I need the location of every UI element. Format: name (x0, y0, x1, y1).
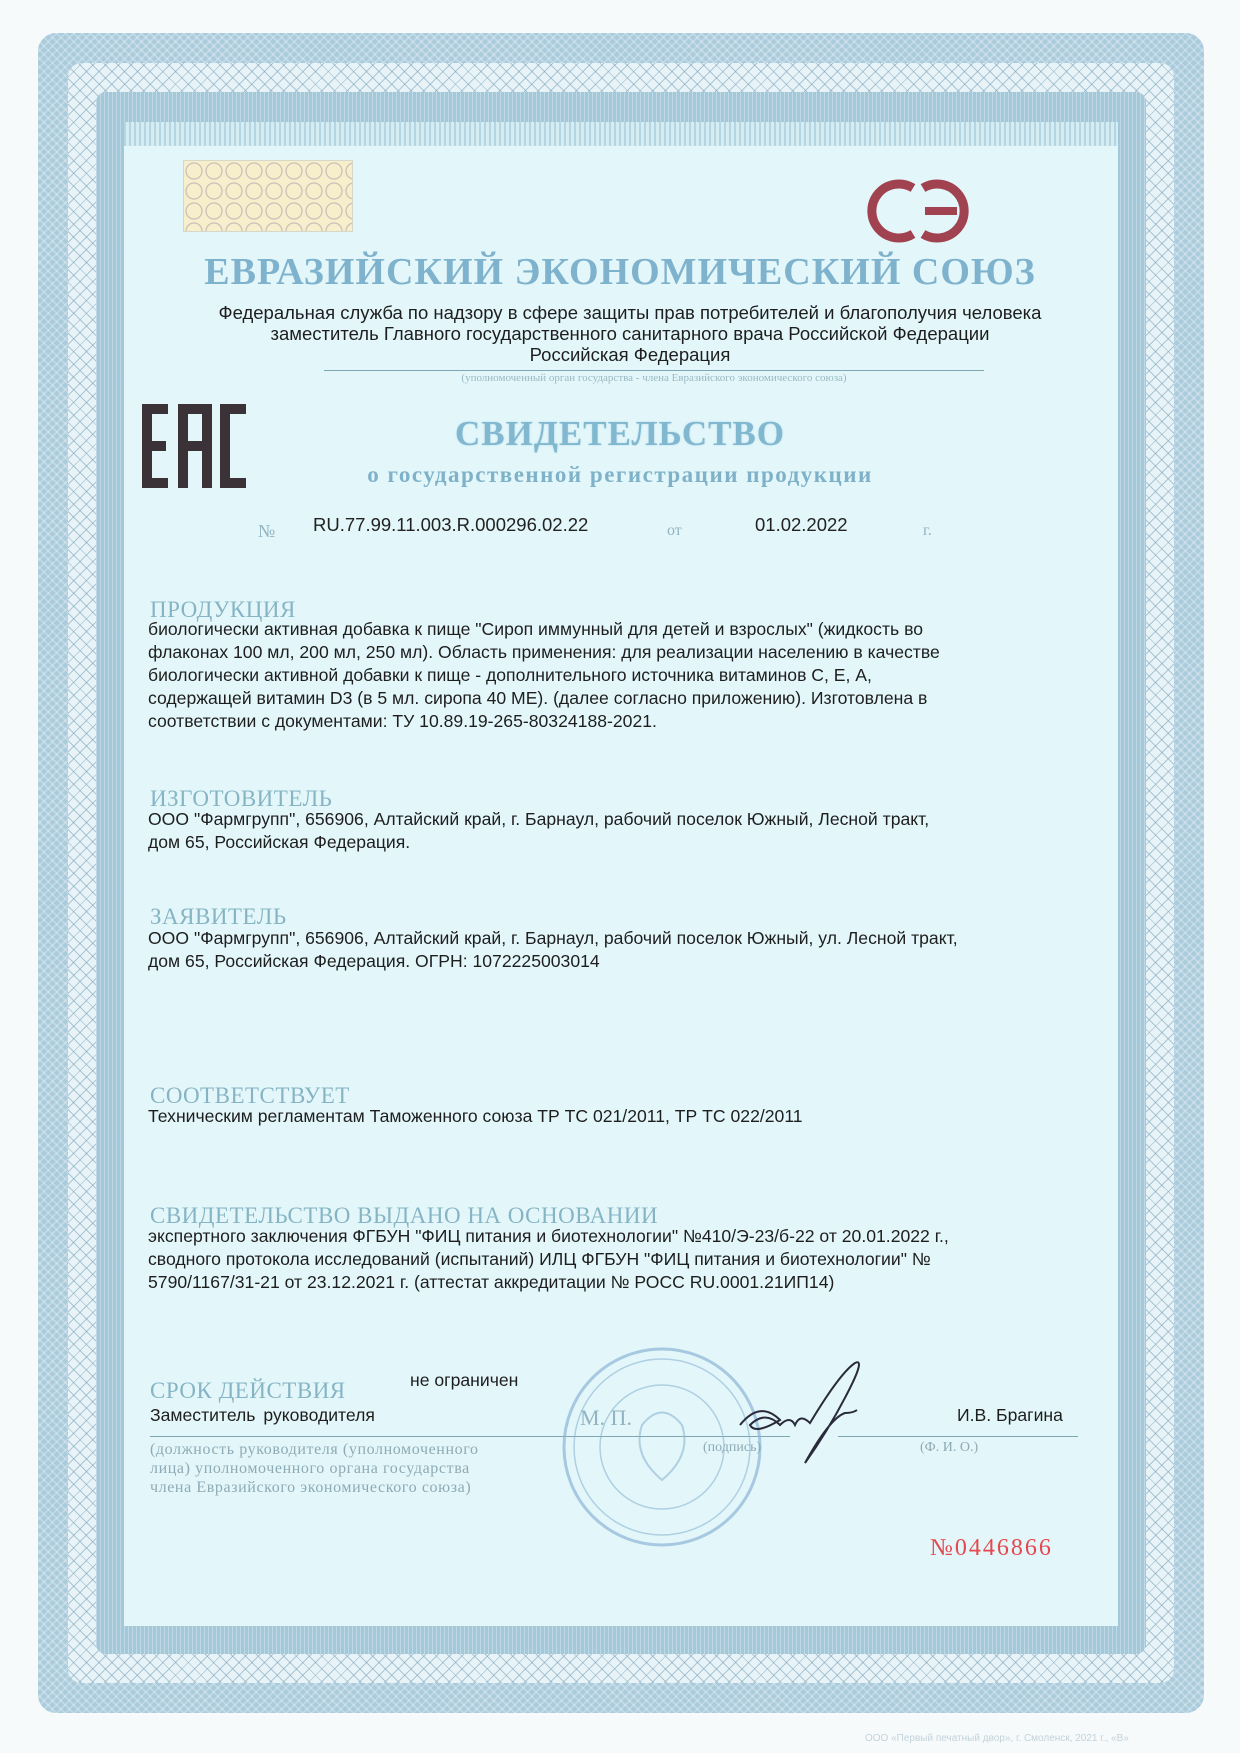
paper-top-pattern (124, 122, 1118, 146)
agency-caption: (уполномоченный орган государства - члена Евразийского экономического союза) (461, 372, 847, 384)
text-line: экспертного заключения ФГБУН "ФИЦ питания и биотехнологии" №410/Э-23/б-22 от 20.01.2022 г., (148, 1226, 949, 1246)
section-body-basis (148, 1225, 1098, 1294)
text-line: флаконах 100 мл, 200 мл, 250 мл). Область применения: для реализации населению в качестве (148, 642, 940, 662)
section-heading-manufacturer: ИЗГОТОВИТЕЛЬ (150, 786, 333, 811)
text-line: 5790/1167/31-21 от 23.12.2021 г. (аттестат аккредитации № РОСС RU.0001.21ИП14) (148, 1272, 835, 1292)
caption-line: (должность руководителя (уполномоченного (150, 1441, 479, 1458)
signer-name: И.В. Брагина (957, 1405, 1063, 1425)
agency-line: Российская Федерация (529, 344, 731, 365)
section-heading-applicant: ЗАЯВИТЕЛЬ (150, 904, 287, 929)
certificate-date: 01.02.2022 (755, 514, 848, 535)
text-line: ООО "Фармгрупп", 656906, Алтайский край, г. Барнаул, рабочий поселок Южный, ул. Лесной тракт, (148, 928, 958, 948)
fio-caption: (Ф. И. О.) (920, 1440, 979, 1455)
section-heading-basis: СВИДЕТЕЛЬСТВО ВЫДАНО НА ОСНОВАНИИ (150, 1203, 659, 1228)
section-body-product (148, 618, 1098, 733)
text-line: сводного протокола исследований (испытаний) ИЛЦ ФГБУН "ФИЦ питания и биотехнологии" № (148, 1249, 931, 1269)
section-heading-product: ПРОДУКЦИЯ (150, 597, 296, 622)
text-line: ООО "Фармгрупп", 656906, Алтайский край, г. Барнаул, рабочий поселок Южный, Лесной тракт, (148, 809, 930, 829)
year-suffix: г. (923, 522, 932, 539)
from-label: от (667, 522, 682, 539)
signature-caption: (подпись) (703, 1440, 762, 1455)
hologram-sticker (183, 160, 353, 232)
section-heading-conformity: СООТВЕТСТВУЕТ (150, 1083, 350, 1108)
certificate-title: СВИДЕТЕЛЬСТВО (454, 414, 786, 453)
text-line: Техническим регламентам Таможенного союза ТР ТС 021/2011, ТР ТС 022/2011 (148, 1106, 803, 1126)
section-body-conformity (148, 1105, 1098, 1128)
section-heading-validity: СРОК ДЕЙСТВИЯ (150, 1378, 346, 1403)
agency-line: заместитель Главного государственного санитарного врача Российской Федерации (270, 323, 990, 344)
certificate-number: RU.77.99.11.003.R.000296.02.22 (313, 514, 589, 535)
certificate-subtitle: о государственной регистрации продукции (367, 462, 873, 487)
validity-value: не ограничен (410, 1370, 519, 1390)
position-caption (150, 1440, 570, 1497)
se-logo-icon (865, 176, 975, 246)
printer-imprint: ООО «Первый печатный двор», г. Смоленск, 2021 г., «В» (865, 1733, 1129, 1744)
divider (324, 370, 984, 371)
signer-position: Заместитель руководителя (150, 1405, 375, 1425)
agency-line: Федеральная служба по надзору в сфере защиты прав потребителей и благополучия человека (218, 302, 1042, 323)
text-line: дом 65, Российская Федерация. (148, 832, 411, 852)
text-line: биологически активная добавка к пище "Сироп иммунный для детей и взрослых" (жидкость во (148, 619, 924, 639)
stamp-place-label: М. П. (580, 1405, 632, 1430)
text-line: биологически активной добавки к пище - дополнительного источника витаминов С, Е, А, (148, 665, 872, 685)
caption-line: члена Евразийского экономического союза) (150, 1479, 472, 1496)
text-line: соответствии с документами: ТУ 10.89.19-265-80324188-2021. (148, 711, 657, 731)
text-line: дом 65, Российская Федерация. ОГРН: 1072225003014 (148, 951, 600, 971)
serial-number: №0446866 (930, 1535, 1053, 1561)
number-sign: № (258, 521, 276, 541)
section-body-applicant (148, 927, 1098, 973)
union-title: ЕВРАЗИЙСКИЙ ЭКОНОМИЧЕСКИЙ СОЮЗ (204, 251, 1036, 293)
caption-line: лица) уполномоченного органа государства (150, 1460, 470, 1477)
section-body-manufacturer (148, 808, 1098, 854)
text-line: содержащей витамин D3 (в 5 мл. сиропа 40 МЕ). (далее согласно приложению). Изготовлена в (148, 688, 928, 708)
